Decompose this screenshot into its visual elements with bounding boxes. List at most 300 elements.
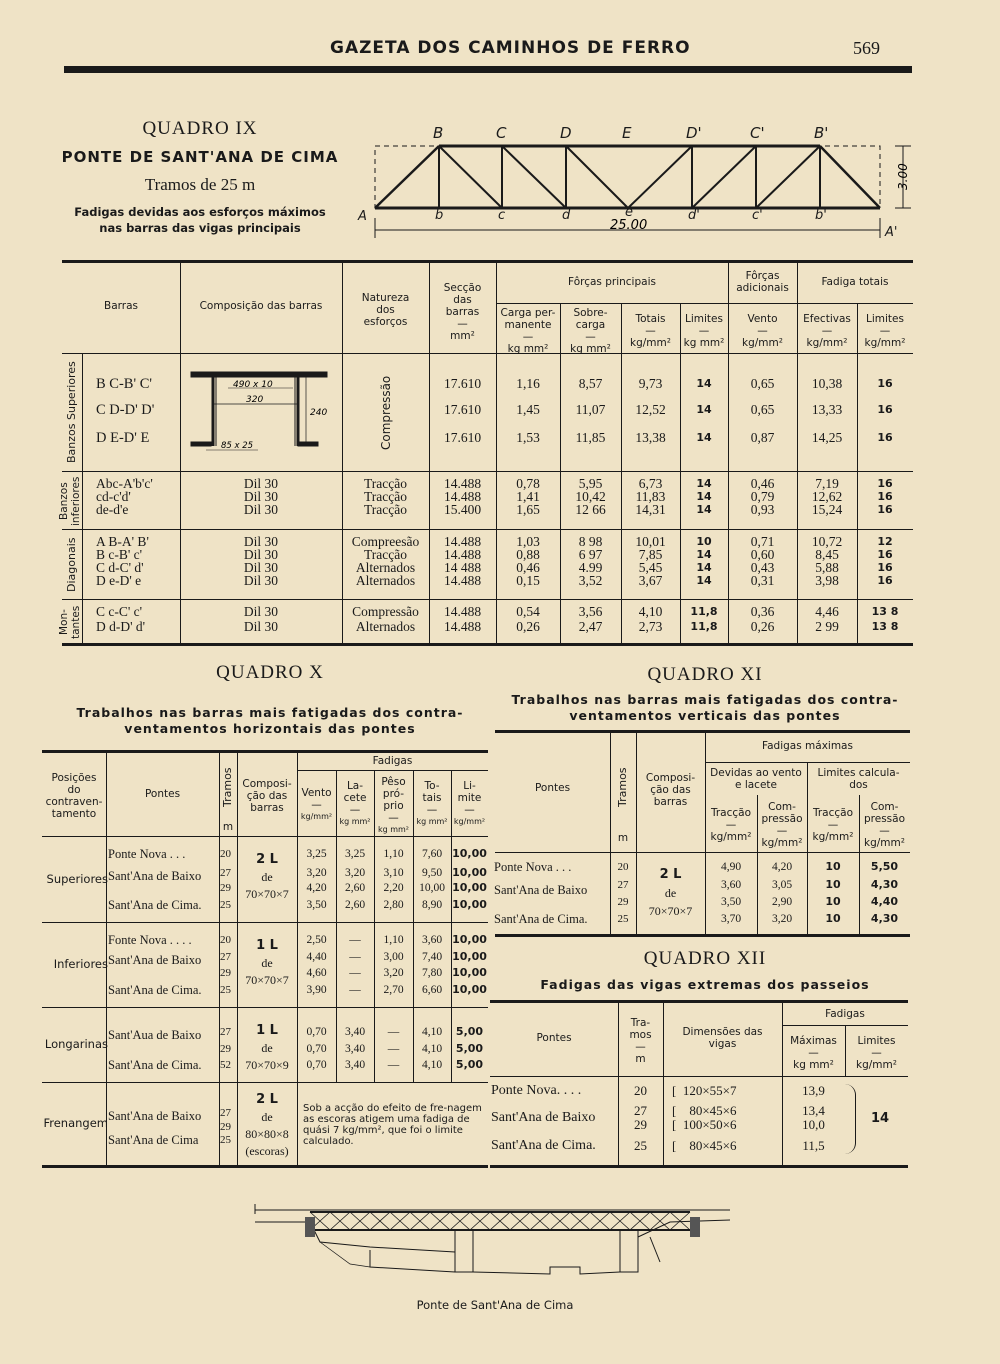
q9-cell-sobre: 4.99 <box>578 560 603 575</box>
q10-composicao-line: 80×80×8 <box>245 1127 289 1141</box>
q9-bar-name: B c-B' c' <box>96 547 143 562</box>
q10-cell-peso: 1,10 <box>383 934 404 946</box>
q10-tramo: 20 <box>220 934 231 946</box>
truss-node-label: b' <box>815 208 827 223</box>
q9-cell-lim2: 16 <box>877 503 893 516</box>
q10-cell-lim: 10,00 <box>452 847 487 860</box>
q10-cell-tot: 3,60 <box>421 934 443 946</box>
q9-cell-vento: 0,46 <box>750 476 775 491</box>
q9-h-carga: Carga per- manente — kg mm² <box>500 307 556 355</box>
q10-cell-vento: 0,70 <box>306 1026 327 1038</box>
q10-composicao-line: 2 L <box>256 1092 278 1107</box>
q10-composicao-line: 70×70×7 <box>245 973 289 987</box>
q9-cell-sec: 17.610 <box>443 402 482 417</box>
q9-bar-name: D d-D' d' <box>96 619 146 634</box>
q11-h-limites: Limites calcula- dos <box>817 767 900 791</box>
q12-ponte: Sant'Ana de Baixo <box>491 1110 596 1125</box>
q9-cell-sobre: 2,47 <box>578 619 603 634</box>
q9-composicao: Dil 30 <box>243 502 279 517</box>
q12-maxima: 10,0 <box>802 1117 825 1132</box>
q10-cell-vento: 0,70 <box>306 1043 327 1055</box>
q9-cell-carga: 0,46 <box>516 560 540 575</box>
q12-title: QUADRO XII <box>643 948 767 969</box>
q11-cell-co: 4,20 <box>771 861 793 873</box>
q10-ponte: Sant'Ana de Baixo <box>108 1109 202 1123</box>
q9-bar-name: C D-D' D' <box>96 402 155 418</box>
q9-cell-vento: 0,65 <box>750 402 775 417</box>
q11-tramo: 25 <box>617 913 629 925</box>
q9-natureza: Tracção <box>364 547 407 562</box>
q12-limit: 14 <box>870 1111 890 1126</box>
q10-ponte: Fonte Nova . . . . <box>108 933 192 947</box>
q10-frenagem-note: Sob a acção do efeito de fre-nagem as escoras atigem uma fadiga de quási 7 kg/mm², que foi o limite calculado. <box>303 1103 482 1147</box>
q9-bar-name: Abc-A'b'c' <box>96 476 153 491</box>
q9-cell-ef: 10,72 <box>811 534 843 549</box>
q11-cell-lco: 4,40 <box>870 895 899 908</box>
q9-cell-lim: 14 <box>696 490 712 503</box>
q10-tramo: 29 <box>220 967 231 979</box>
q9-cell-ef: 4,46 <box>815 604 839 619</box>
q11-composicao-line: 70×70×7 <box>648 904 693 918</box>
q9-h-fadiga-totais: Fadiga totais <box>821 276 889 288</box>
q10-desc1: Trabalhos nas barras mais fatigadas dos contra- <box>76 705 464 720</box>
q10-cell-tot: 8,90 <box>421 899 443 911</box>
q11-title: QUADRO XI <box>647 664 763 685</box>
q9-desc2: nas barras das vigas principais <box>99 221 301 235</box>
q12-tramo: 20 <box>634 1083 647 1098</box>
q9-cell-carga: 0,54 <box>516 604 540 619</box>
truss-node-label: b <box>435 208 444 223</box>
q12-h-dimensoes: Dimensões das vigas <box>682 1026 763 1050</box>
section-width: 320 <box>246 395 264 405</box>
q10-cell-tot: 4,10 <box>421 1026 443 1038</box>
q9-span: Tramos de 25 m <box>144 175 256 194</box>
q9-h-sobrecarga: Sobre- carga — kg mm² <box>570 307 611 355</box>
q9-cell-vento: 0,60 <box>750 547 775 562</box>
q9-cell-tot: 6,73 <box>638 476 663 491</box>
q9-cell-lim: 14 <box>696 403 712 416</box>
q10-h-tramos: Tramos <box>221 767 234 807</box>
q10-cell-lacete: 3,40 <box>344 1043 366 1055</box>
q9-composicao: Dil 30 <box>243 547 279 562</box>
truss-node-label: A <box>358 209 367 224</box>
q9-cell-sobre: 11,85 <box>575 430 606 445</box>
q10-cell-vento: 4,40 <box>306 951 327 963</box>
q9-cell-ef: 13,33 <box>811 402 843 417</box>
q10-cell-lim: 10,00 <box>452 881 487 894</box>
q9-h-vento: Vento — kg/mm² <box>742 313 783 349</box>
q11-h-traccao2: Tracção — kg/mm² <box>812 807 854 843</box>
q10-h-peso: Pêso pró- prio — kg mm² <box>377 776 410 834</box>
truss-node-label: B <box>433 124 444 142</box>
q10-h-vento: Vento — kg/mm² <box>300 787 333 821</box>
q9-cell-lim2: 13 8 <box>871 605 899 618</box>
q9-cell-carga: 1,45 <box>516 402 540 417</box>
q10-cell-tot: 4,10 <box>421 1043 443 1055</box>
q10-composicao-line: de <box>261 1041 273 1055</box>
q12-dimensoes: [ 100×50×6 <box>672 1117 737 1132</box>
q10-cell-vento: 3,20 <box>306 867 327 879</box>
truss-node-label: d <box>562 208 571 223</box>
q10-ponte: Sant'Ana de Baixo <box>108 953 202 967</box>
q9-cell-sec: 14.488 <box>443 489 482 504</box>
truss-node-label: D <box>560 124 572 142</box>
q9-cell-lim2: 16 <box>877 490 893 503</box>
q10-posicao: Superiores <box>46 871 108 886</box>
q9-cell-tot: 5,45 <box>638 560 663 575</box>
q11-cell-co: 2,90 <box>771 896 793 908</box>
q11-h-devidas: Devidas ao vento e lacete <box>710 767 802 791</box>
truss-height: 3.00 <box>896 163 910 190</box>
q12-h-limites: Limites — kg/mm² <box>856 1035 897 1071</box>
q9-h-natureza: Natureza dos esforços <box>361 292 410 328</box>
q10-composicao-line: (escoras) <box>245 1144 289 1158</box>
q9-cell-lim2: 16 <box>877 431 893 444</box>
figure-caption: Ponte de Sant'Ana de Cima <box>416 1298 574 1312</box>
q10-tramo: 27 <box>220 867 231 879</box>
q10-h-lacete: La- cete — kg mm² <box>339 780 371 826</box>
q9-cell-lim2: 13 8 <box>871 620 899 633</box>
q11-desc1: Trabalhos nas barras mais fatigadas dos contra- <box>511 692 899 707</box>
q9-title: QUADRO IX <box>142 118 258 139</box>
q9-cell-carga: 1,16 <box>516 376 540 391</box>
q10-cell-lim: 10,00 <box>452 933 487 946</box>
q9-cell-sec: 14.488 <box>443 547 482 562</box>
q9-subtitle: PONTE DE SANT'ANA DE CIMA <box>61 148 339 166</box>
q10-h-posicoes: Posições do contraven- tamento <box>45 772 103 820</box>
q10-posicao: Frenangem <box>43 1116 108 1130</box>
q10-tramo: 20 <box>220 848 231 860</box>
q10-cell-vento: 4,60 <box>306 967 327 979</box>
q11-cell-lco: 4,30 <box>870 912 899 925</box>
q10-cell-lim: 10,00 <box>452 866 487 879</box>
q10-tramo: 27 <box>220 1107 231 1119</box>
q12-h-pontes: Pontes <box>536 1032 572 1044</box>
truss-node-label: A' <box>885 225 898 240</box>
q9-cell-tot: 9,73 <box>638 376 663 391</box>
q11-cell-ltr: 10 <box>825 895 841 908</box>
q9-cell-lim: 14 <box>696 548 712 561</box>
q10-ponte: Sant'Ana de Cima <box>108 1133 199 1147</box>
q9-composicao: Dil 30 <box>243 489 279 504</box>
q9-cell-lim: 14 <box>696 377 712 390</box>
q10-posicao: Longarinas <box>44 1037 108 1051</box>
q10-composicao-line: de <box>261 956 273 970</box>
q9-cell-vento: 0,93 <box>750 502 775 517</box>
q9-cell-sobre: 3,52 <box>578 573 603 588</box>
q12-desc: Fadigas das vigas extremas dos passeios <box>540 977 870 992</box>
q9-cell-vento: 0,36 <box>750 604 775 619</box>
q12-tramo: 29 <box>634 1117 647 1132</box>
q12-ponte: Sant'Ana de Cima. <box>491 1138 596 1153</box>
q9-cell-sec: 15.400 <box>443 502 482 517</box>
q10-composicao-line: 2 L <box>256 852 278 867</box>
q9-h-limites2: Limites — kg/mm² <box>864 313 906 349</box>
q9-cell-lim2: 16 <box>877 403 893 416</box>
q10-cell-peso: 1,10 <box>383 848 404 860</box>
q12-h-tramos: Tra- mos — m <box>629 1017 652 1065</box>
q9-cell-sec: 17.610 <box>443 376 482 391</box>
q10-desc2: ventamentos horizontais das pontes <box>124 721 416 736</box>
q12-dimensoes: [ 80×45×6 <box>672 1138 737 1153</box>
q9-cell-ef: 10,38 <box>811 376 843 391</box>
q11-cell-lco: 4,30 <box>870 878 899 891</box>
q11-h-tramos: Tramos <box>616 767 629 807</box>
q9-composicao: Dil 30 <box>243 560 279 575</box>
q9-cell-vento: 0,43 <box>750 560 775 575</box>
q11-composicao-line: 2 L <box>659 867 682 882</box>
q10-cell-peso: 2,70 <box>383 984 404 996</box>
q9-natureza: Alternados <box>355 619 416 634</box>
q9-cell-carga: 0,88 <box>516 547 540 562</box>
q11-ponte: Sant'Ana de Cima. <box>494 912 588 926</box>
q12-maxima: 13,9 <box>802 1083 825 1098</box>
q10-cell-peso: 2,20 <box>383 882 404 894</box>
q10-cell-lacete: 2,60 <box>344 882 366 894</box>
q9-bar-name: A B-A' B' <box>96 534 149 549</box>
q9-cell-lim: 14 <box>696 574 712 587</box>
q10-cell-vento: 3,50 <box>306 899 327 911</box>
q9-bar-name: C d-C' d' <box>96 560 144 575</box>
q10-cell-lacete: 3,20 <box>344 867 366 879</box>
truss-node-label: C <box>496 124 507 142</box>
journal-title: GAZETA DOS CAMINHOS DE FERRO <box>330 38 691 58</box>
q11-cell-ltr: 10 <box>825 860 841 873</box>
q11-cell-tr: 4,90 <box>720 861 742 873</box>
q9-cell-carga: 0,78 <box>516 476 540 491</box>
q10-h-composicao: Composi- ção das barras <box>242 778 292 814</box>
q10-cell-lacete: — <box>349 967 361 979</box>
q11-h-pontes: Pontes <box>534 782 571 794</box>
q9-cell-tot: 3,67 <box>638 573 663 588</box>
q10-cell-lacete: — <box>349 934 361 946</box>
q10-tramo: 29 <box>220 1043 231 1055</box>
q10-cell-vento: 3,90 <box>306 984 327 996</box>
q9-cell-tot: 12,52 <box>635 402 666 417</box>
q9-h-limites: Limites — kg mm² <box>683 313 725 349</box>
q10-h-fadigas: Fadigas <box>372 755 413 767</box>
q9-cell-sobre: 5,95 <box>578 476 603 491</box>
q12-maxima: 13,4 <box>802 1103 825 1118</box>
q9-cell-lim2: 16 <box>877 477 893 490</box>
q9-cell-sec: 14.488 <box>443 534 482 549</box>
q9-cell-vento: 0,71 <box>750 534 775 549</box>
q9-cell-carga: 1,65 <box>516 502 540 517</box>
bridge-elevation-drawing <box>250 1192 740 1292</box>
q9-cell-vento: 0,79 <box>750 489 775 504</box>
q10-cell-lacete: — <box>349 951 361 963</box>
q9-cell-lim: 10 <box>696 535 712 548</box>
q9-natureza: Tracção <box>364 489 407 504</box>
q9-cell-sobre: 6 97 <box>578 547 603 562</box>
q10-composicao-line: 70×70×9 <box>245 1058 289 1072</box>
q9-natureza: Compreesão <box>351 534 420 549</box>
q10-h-pontes: Pontes <box>144 788 181 800</box>
q10-tramo: 52 <box>220 1059 231 1071</box>
q9-cell-ef: 12,62 <box>811 489 843 504</box>
truss-diagram <box>355 118 925 243</box>
q9-cell-lim2: 16 <box>877 574 893 587</box>
q9-composicao: Dil 30 <box>243 619 279 634</box>
q10-ponte: Sant'Ana de Baixo <box>108 869 202 883</box>
q11-cell-tr: 3,50 <box>720 896 742 908</box>
q10-tramo: 29 <box>220 882 231 894</box>
truss-node-label: C' <box>750 124 765 142</box>
q9-bar-name: cd-c'd' <box>96 489 131 504</box>
q9-cell-ef: 14,25 <box>811 430 843 445</box>
q10-cell-tot: 4,10 <box>421 1059 443 1071</box>
q11-cell-co: 3,20 <box>771 913 793 925</box>
q10-composicao-line: de <box>261 870 273 884</box>
q10-cell-lim: 10,00 <box>452 983 487 996</box>
beam-section-drawing <box>188 362 338 462</box>
q10-cell-lacete: — <box>349 984 361 996</box>
q9-top-rule <box>62 260 913 263</box>
q12-ponte: Ponte Nova. . . . <box>491 1083 582 1098</box>
q9-cell-carga: 1,03 <box>516 534 540 549</box>
q11-tramo: 27 <box>617 879 629 891</box>
q9-cell-vento: 0,87 <box>750 430 775 445</box>
q10-tramo: 25 <box>220 899 231 911</box>
truss-node-label: e <box>625 205 633 220</box>
q10-cell-tot: 7,40 <box>421 951 443 963</box>
q11-h-traccao: Tracção — kg/mm² <box>710 807 752 843</box>
q9-cell-carga: 0,15 <box>516 573 540 588</box>
q9-h-composicao: Composição das barras <box>199 300 323 312</box>
section-height: 240 <box>310 408 328 418</box>
q9-cell-lim: 14 <box>696 431 712 444</box>
q10-h-limite: Li- mite — kg/mm² <box>453 780 486 826</box>
q9-cell-ef: 5,88 <box>815 560 839 575</box>
q9-cell-carga: 1,53 <box>516 430 540 445</box>
q12-dimensoes: [ 80×45×6 <box>672 1103 737 1118</box>
q9-cell-vento: 0,31 <box>750 573 775 588</box>
q9-cell-vento: 0,26 <box>750 619 775 634</box>
q10-composicao-line: 1 L <box>256 1023 278 1038</box>
q11-tramo: 29 <box>617 896 629 908</box>
q9-composicao: Dil 30 <box>243 604 279 619</box>
q10-cell-vento: 3,25 <box>306 848 327 860</box>
q10-cell-peso: 3,00 <box>383 951 404 963</box>
q11-cell-tr: 3,70 <box>720 913 742 925</box>
q10-cell-tot: 9,50 <box>421 867 443 879</box>
q9-cell-tot: 7,85 <box>638 547 663 562</box>
q9-group-label: Banzos inferiores <box>58 476 82 526</box>
q9-natureza: Alternados <box>355 573 416 588</box>
q10-posicao: Inferiores <box>53 957 108 971</box>
q9-cell-tot: 10,01 <box>635 534 666 549</box>
q9-cell-ef: 2 99 <box>815 619 839 634</box>
section-angle: 85 x 25 <box>221 441 254 451</box>
q9-cell-sobre: 11,07 <box>575 402 606 417</box>
q10-cell-lim: 5,00 <box>455 1042 484 1055</box>
q9-cell-lim2: 12 <box>877 535 893 548</box>
q10-cell-vento: 0,70 <box>306 1059 327 1071</box>
q9-natureza: Tracção <box>364 476 407 491</box>
q10-cell-lacete: 3,25 <box>344 848 366 860</box>
q9-cell-sec: 14.488 <box>443 573 482 588</box>
q9-cell-sec: 14.488 <box>443 476 482 491</box>
q12-dimensoes: [ 120×55×7 <box>672 1083 737 1098</box>
truss-length: 25.00 <box>610 218 648 233</box>
q9-cell-lim: 11,8 <box>690 620 718 633</box>
q10-tramo: 29 <box>220 1121 231 1133</box>
q11-tramo: 20 <box>617 861 629 873</box>
q10-cell-vento: 2,50 <box>306 934 327 946</box>
q9-bottom-rule <box>62 643 913 646</box>
q9-cell-lim2: 16 <box>877 561 893 574</box>
q10-cell-lim: 10,00 <box>452 950 487 963</box>
q9-group-label: Diagonais <box>65 537 78 593</box>
truss-node-label: d' <box>688 208 700 223</box>
q9-cell-tot: 13,38 <box>635 430 666 445</box>
q10-ponte: Sant'Ana de Cima. <box>108 898 202 912</box>
q9-cell-tot: 14,31 <box>635 502 666 517</box>
q9-cell-sobre: 3,56 <box>578 604 603 619</box>
q11-cell-ltr: 10 <box>825 912 841 925</box>
q9-cell-lim2: 16 <box>877 377 893 390</box>
q9-composicao: Dil 30 <box>243 476 279 491</box>
q11-h-compressao2: Com- pressão — kg/mm² <box>863 801 905 849</box>
q9-cell-ef: 7,19 <box>815 476 839 491</box>
q9-cell-sobre: 8 98 <box>578 534 603 549</box>
q11-h-m: m <box>617 832 629 844</box>
q10-cell-tot: 7,80 <box>421 967 443 979</box>
q9-h-seccao: Secção das barras — mm² <box>443 282 482 342</box>
q9-cell-sec: 14.488 <box>443 604 482 619</box>
q9-cell-sobre: 8,57 <box>578 376 603 391</box>
q9-cell-sec: 14.488 <box>443 619 482 634</box>
q10-cell-peso: — <box>387 1059 400 1071</box>
q11-cell-tr: 3,60 <box>720 879 742 891</box>
q9-cell-sobre: 10,42 <box>575 489 606 504</box>
q11-h-fadigas-max: Fadigas máximas <box>762 740 853 752</box>
q10-cell-lacete: 3,40 <box>344 1059 366 1071</box>
q10-cell-peso: 2,80 <box>383 899 404 911</box>
q10-h-m: m <box>222 821 234 833</box>
q9-cell-ef: 15,24 <box>811 502 843 517</box>
q11-desc2: ventamentos verticais das pontes <box>569 708 841 723</box>
q9-cell-sec: 17.610 <box>443 430 482 445</box>
q9-cell-lim2: 16 <box>877 548 893 561</box>
q10-cell-tot: 7,60 <box>421 848 443 860</box>
q9-cell-ef: 8,45 <box>815 547 839 562</box>
q11-h-composicao: Composi- ção das barras <box>645 772 696 808</box>
q9-group-label: Mon-tantes <box>58 605 82 639</box>
q9-cell-lim: 14 <box>696 477 712 490</box>
q11-cell-co: 3,05 <box>771 879 793 891</box>
q10-tramo: 25 <box>220 984 231 996</box>
q11-composicao-line: de <box>664 886 677 900</box>
q9-natureza: Tracção <box>364 502 407 517</box>
q10-cell-peso: 3,20 <box>383 967 404 979</box>
truss-node-label: c' <box>752 208 763 223</box>
q9-bar-name: B C-B' C' <box>96 376 152 392</box>
q12-h-fadigas: Fadigas <box>825 1008 865 1020</box>
q10-composicao-line: de <box>261 1110 273 1124</box>
q10-cell-lim: 5,00 <box>455 1025 484 1038</box>
q10-cell-peso: — <box>387 1043 400 1055</box>
q12-maxima: 11,5 <box>802 1138 825 1153</box>
q10-tramo: 27 <box>220 1026 231 1038</box>
q10-ponte: Ponte Nova . . . <box>108 847 186 861</box>
q10-tramo: 25 <box>220 1134 231 1146</box>
q9-cell-sec: 14 488 <box>443 560 482 575</box>
q11-ponte: Ponte Nova . . . <box>494 860 572 874</box>
q10-cell-peso: 3,10 <box>383 867 404 879</box>
q10-cell-lim: 5,00 <box>455 1058 484 1071</box>
q10-cell-vento: 4,20 <box>306 882 327 894</box>
